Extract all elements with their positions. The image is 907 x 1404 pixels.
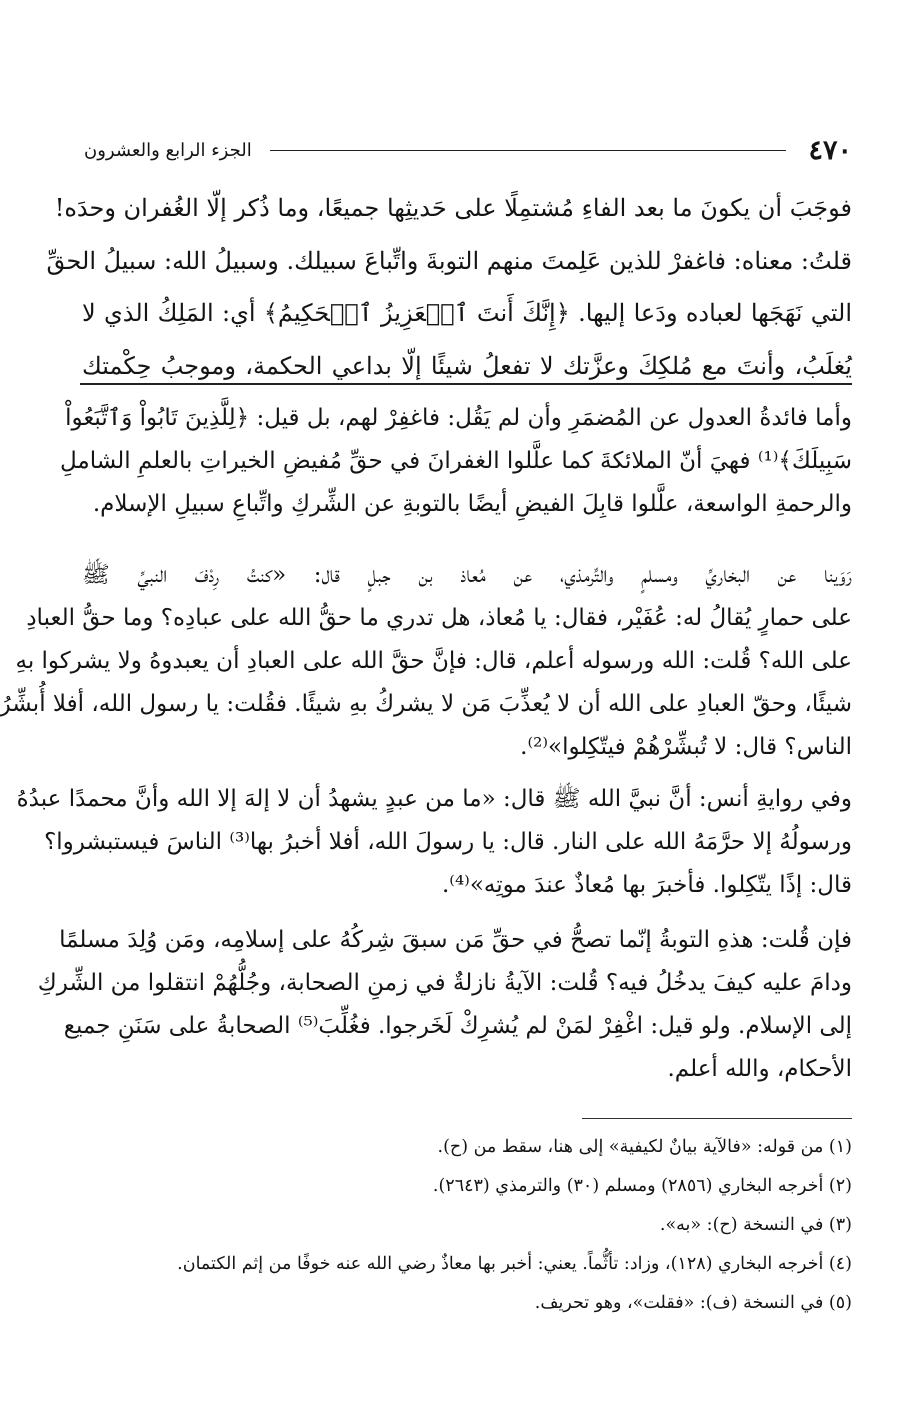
paragraph [16,778,852,907]
footnote: (٤) أخرجه البخاري (١٢٨)، وزاد: تأثُّماً. يعني: أخبر بها معاذٌ رضي الله عنه خوفًا من إثم الكتمان. [177,1254,852,1274]
text-line: الأحكام، والله أعلم. [667,1056,852,1082]
text-line: فوجَبَ أن يكونَ ما بعد الفاءِ مُشتمِلًا على حَديثِها جميعًا، وما ذُكر إلّا الغُفران وحدَه! [54,194,852,222]
text-line: قلتُ: معناه: فاغفرْ للذين عَلِمتَ منهم التوبةَ واتِّباعَ سبيلك. وسبيلُ الله: سبيلُ الحقِّ [46,246,852,275]
text-line: فإن قُلت: هذهِ التوبةُ إنّما تصحُّ في حقِّ مَن سبقَ شِركُهُ على إسلامِه، ومَن وُلِدَ مسلمًا [59,927,852,953]
section-divider [80,383,852,385]
header-rule [270,150,787,151]
footnotes [82,1128,852,1323]
footnote-rule [582,1118,852,1119]
text-line: وأما فائدةُ العدول عن المُضمَرِ وأن لم يَقُل: فاغفِرْ لهم، بل قيل: ﴿لِلَّذِينَ تَابُواْ وَٱتَّبَعُواْ [65,405,852,431]
paragraph [0,554,852,769]
text-line: والرحمةِ الواسعة، علَّلوا قابِلَ الفيضِ أيضًا بالتوبةِ عن الشِّركِ واتِّباعِ سبيلِ الإسلام. [92,491,852,517]
running-title: الجزء الرابع والعشرون [84,139,252,161]
text-line: إلى الإسلام. ولو قيل: اغْفِرْ لمَنْ لم يُشرِكْ لَخَرجوا. فغُلِّبَ⁽⁵⁾ الصحابةُ على سَنَنِ جميع [63,1013,852,1039]
text-line: قال: إذًا يتّكِلوا. فأخبرَ بها مُعاذٌ عندَ موتِه»⁽⁴⁾. [441,872,852,898]
text-line: ودامَ عليه كيفَ يدخُلُ فيه؟ قُلت: الآيةُ نازلةٌ في زمنِ الصحابة، وجُلُّهُمْ انتقلوا من الشِّركِ [37,970,852,996]
paragraph [37,919,852,1091]
text-line: شيئًا، وحقّ العبادِ على الله أن لا يُعذِّبَ مَن لا يشركُ بهِ شيئًا. فقُلت: يا رسول الله، أفلا أُبشِّرُ [0,691,852,717]
text-line: سَبِيلَكَ﴾⁽¹⁾ فهيَ أنّ الملائكةَ كما علَّلوا الغفرانَ في حقِّ مُفيضِ الخيراتِ بالعلمِ الشاملِ [59,448,852,474]
text-line: على حمارٍ يُقالُ له: عُفَيْر، فقال: يا مُعاذ، هل تدري ما حقُّ الله على عبادِه؟ وما حقُّ العبادِ [26,605,852,631]
footnote: (٥) في النسخة (ف): «فقلت»، وهو تحريف. [534,1293,852,1313]
page-header [84,132,852,168]
text-line: يُغلَبُ، وأنتَ مع مُلكِكَ وعزَّتك لا تفعلُ شيئًا إلّا بداعي الحكمة، وموجبُ حِكْمتك [82,351,852,380]
footnote: (٢) أخرجه البخاري (٢٨٥٦) ومسلم (٣٠) والترمذي (٢٦٤٣). [432,1176,852,1196]
paragraph [59,397,852,526]
footnote: (٣) في النسخة (ح): «به». [659,1215,852,1235]
text-line: ورسولُهُ إلا حرَّمَهُ الله على النار. قال: يا رسولَ الله، أفلا أخبرُ بها⁽³⁾ الناسَ فيستبشروا؟ [44,829,852,855]
paragraph-continuation [46,182,852,392]
text-line: التي نَهَجَها لعباده ودَعا إليها. ﴿إِنَّكَ أَنتَ ٱلۡعَزِيزُ ٱلۡحَكِيمُ﴾ أي: المَلِكُ الذي لا [82,299,852,327]
footnote: (١) من قوله: «فالآية بيانٌ لكيفية» إلى هنا، سقط من (ح). [437,1137,852,1157]
text-line: على الله؟ قُلت: الله ورسوله أعلم، قال: فإنَّ حقَّ الله على العبادِ أن يعبدوهُ ولا يشركوا بهِ [15,648,852,674]
text-line: رَوَينا عن البخاريِّ ومسلمٍ والتِّرمذي، عن مُعاذ بن جبلٍ قال: «كنتُ رِدْفَ النبيِّ ﷺ [82,562,852,588]
text-line: الناس؟ قال: لا تُبشِّرْهُمْ فيتّكِلوا»⁽²⁾. [520,734,852,760]
page-number: ٤٧٠ [808,134,852,166]
text-line: وفي روايةِ أنس: أنَّ نبيَّ الله ﷺ قال: «ما من عبدٍ يشهدُ أن لا إلهَ إلا الله وأنَّ محمدًا عبدُهُ [16,786,852,812]
